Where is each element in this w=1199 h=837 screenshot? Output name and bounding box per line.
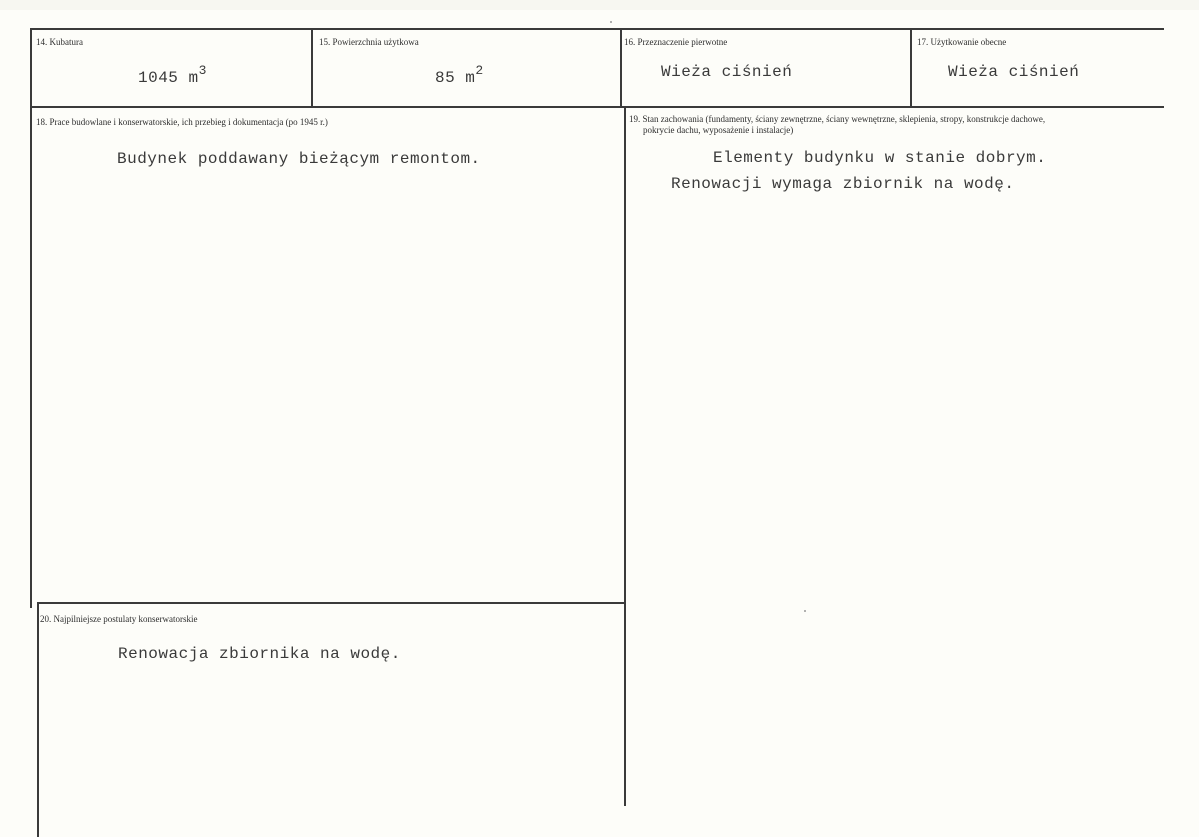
field-16-label: 16. Przeznaczenie pierwotne [624, 37, 728, 47]
field-15-value-exponent: 2 [475, 63, 484, 78]
field-15-label: 15. Powierzchnia użytkowa [319, 37, 419, 47]
field-19-label-line2: pokrycie dachu, wyposażenie i instalacje) [643, 125, 794, 135]
field-20-label: 20. Najpilniejsze postulaty konserwatorskie [40, 614, 198, 624]
field-20-value: Renowacja zbiornika na wodę. [118, 645, 401, 663]
field-18-value: Budynek poddawany bieżącym remontom. [117, 150, 481, 168]
field-14-value-exponent: 3 [198, 63, 207, 78]
field-16-value: Wieża ciśnień [661, 63, 793, 81]
field-18-label: 18. Prace budowlane i konserwatorskie, ich przebieg i dokumentacja (po 1945 r.) [36, 117, 328, 127]
field-15-value [435, 63, 484, 87]
field-19-label-line1: 19. Stan zachowania (fundamenty, ściany zewnętrzne, ściany wewnętrzne, sklepienia, stropy, konstrukcje dachowe, [629, 114, 1046, 124]
center-vertical-rule [624, 106, 626, 806]
paper-top-edge [0, 0, 1199, 10]
field-19-value-line1: Elementy budynku w stanie dobrym. [713, 149, 1047, 167]
field-14-label: 14. Kubatura [36, 37, 83, 47]
row1-bottom-rule [30, 106, 1164, 108]
left-border [30, 28, 32, 608]
paper-speck [804, 610, 806, 612]
divider-16-17 [910, 28, 912, 108]
section-20-left-rule [37, 602, 39, 837]
divider-14-15 [311, 28, 313, 108]
field-17-value: Wieża ciśnień [948, 63, 1080, 81]
divider-15-16 [620, 28, 622, 108]
field-19-value-line2: Renowacji wymaga zbiornik na wodę. [671, 175, 1015, 193]
paper-speck [610, 21, 612, 23]
field-15-value-text: 85 m [435, 69, 476, 87]
field-14-value [138, 63, 207, 87]
field-14-value-text: 1045 m [138, 69, 199, 87]
top-rule [30, 28, 1164, 30]
section-20-top-rule [38, 602, 626, 604]
field-17-label: 17. Użytkowanie obecne [917, 37, 1007, 47]
